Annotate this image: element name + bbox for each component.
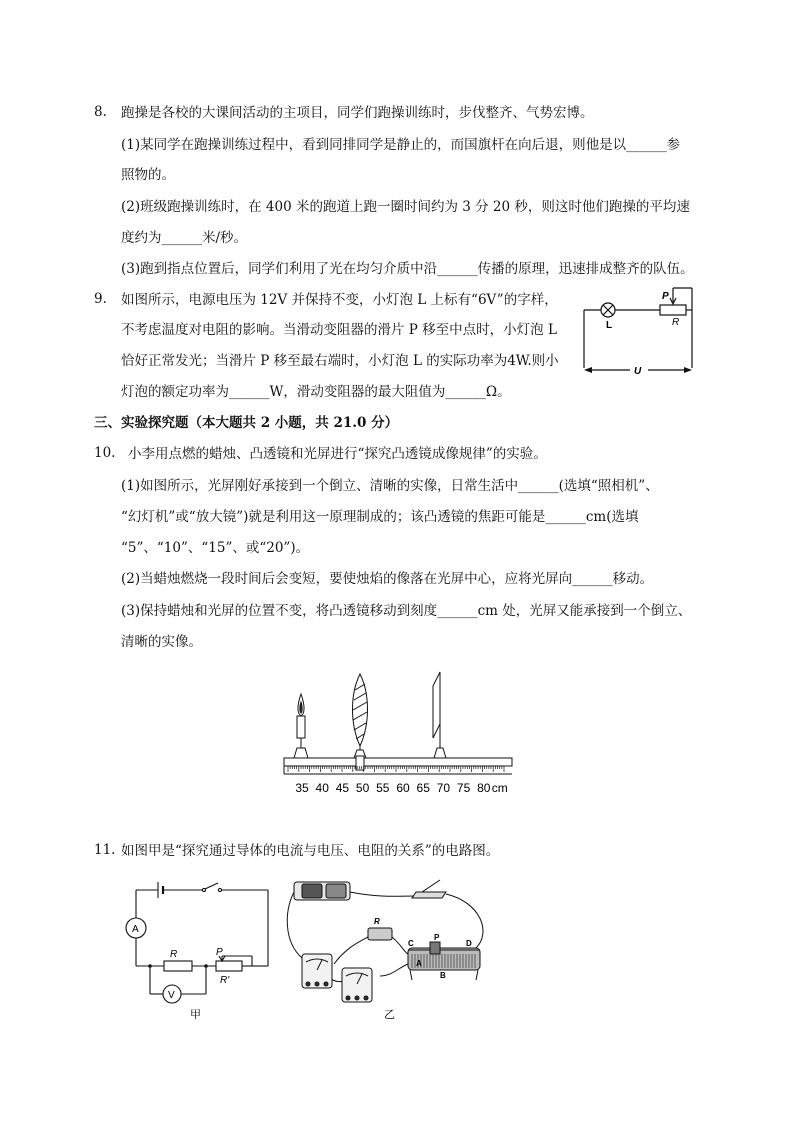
resistor-symbol [164,961,192,971]
ruler-tick-label: 65 [416,781,430,795]
ruler-tick-labels [295,781,507,795]
label-r: R [672,317,680,328]
label-b: B [440,971,446,980]
ruler-tick-label: 55 [376,781,390,795]
ruler-tick-label: 80 [477,781,491,795]
label-d: D [466,939,472,948]
q9-circuit-figure [576,282,702,380]
ruler-tick-label: 70 [436,781,451,795]
q11-stem: 如图甲是“探究通过导体的电流与电压、电阻的关系”的电路图。 [121,843,500,859]
q8-part2-line1: (2)班级跑操训练时，在 400 米的跑道上跑一圈时间约为 3 分 20 秒，则这时他们跑操的平均速 [121,199,690,215]
q8-part1-line1: (1)某同学在跑操训练过程中，看到同排同学是静止的，而国旗杆在向后退，则他是以______参 [121,137,681,153]
q8-part2-line2: 度约为______米/秒。 [121,230,248,246]
caption-jia: 甲 [190,1009,201,1021]
label-r-prime: R' [220,975,230,986]
label-p: P [434,933,440,942]
q10-part3-line1: (3)保持蜡烛和光屏的位置不变，将凸透镜移动到刻度______cm 处，光屏又能承接到一个倒立、 [121,603,692,619]
q9-line3: 恰好正常发光；当滑片 P 移至最右端时，小灯泡 L 的实际功率为4W.则小 [121,353,559,369]
q9-line4: 灯泡的额定功率为______W，滑动变阻器的最大阻值为______Ω。 [121,384,511,400]
ruler-tick-label: 75 [456,781,471,795]
ruler-minor-ticks [288,766,504,772]
q8-part3: (3)跑到指点位置后，同学们利用了光在均匀介质中沿______传播的原理，迅速排成整齐的队伍。 [121,261,694,277]
q10-part1-line3: “5”、“10”、“15”、或“20”)。 [121,540,310,556]
label-u: U [634,366,642,377]
q9-line1: 如图所示，电源电压为 12V 并保持不变，小灯泡 L 上标有“6V”的字样， [121,292,558,308]
label-p: P [662,291,669,302]
ruler-tick-label: 50 [355,781,370,795]
q8-number: 8. [94,104,107,120]
resistor [368,928,392,940]
caption-yi: 乙 [384,1009,395,1021]
label-r: R [170,949,178,960]
q10-part1-line1: (1)如图所示，光屏刚好承接到一个倒立、清晰的实像，日常生活中______(选填“照相机”、 [121,478,659,494]
q10-stem: 小李用点燃的蜡烛、凸透镜和光屏进行“探究凸透镜成像规律”的实验。 [128,446,547,462]
rheostat-symbol [216,961,242,971]
q10-number: 10. [94,445,116,461]
label-r: R [374,917,380,926]
q11-number: 11. [94,842,116,858]
ruler-tick-label: 45 [335,781,350,795]
q9-number: 9. [94,291,107,307]
optical-bench-figure [280,668,516,806]
label-v: V [168,990,175,1001]
label-a: A [416,959,422,968]
label-p: P [216,947,223,958]
circuit-diagram-jia [120,880,278,1022]
q9-line2: 不考虑温度对电阻的影响。当滑动变阻器的滑片 P 移至中点时，小灯泡 L [121,322,557,338]
convex-lens [353,674,368,758]
light-screen [433,672,446,758]
ruler-tick-label: 40 [315,781,329,795]
q10-part1-line2: “幻灯机”或“放大镜”)就是利用这一原理制成的；该凸透镜的焦距可能是______cm(选填 [121,509,639,525]
label-l: L [606,320,613,331]
switch [412,892,446,898]
ruler-unit: cm [491,781,508,795]
rheostat-symbol [660,305,686,315]
section-3-heading: 三、实验探究题（本大题共 2 小题，共 21.0 分） [94,415,399,431]
label-c: C [408,939,414,948]
ruler-tick-label: 60 [396,781,410,795]
ruler-tick-label: 35 [295,781,309,795]
q8-part1-line2: 照物的。 [121,167,175,183]
q10-part2: (2)当蜡烛燃烧一段时间后会变短，要使烛焰的像落在光屏中心，应将光屏向______移动。 [121,571,654,587]
candle [294,694,308,758]
label-a: A [132,924,139,935]
q10-part3-line2: 清晰的实像。 [121,634,202,650]
physical-circuit-yi [280,872,502,1022]
q8-stem: 跑操是各校的大课间活动的主项目，同学们跑操训练时，步伐整齐、气势宏博。 [121,105,594,121]
